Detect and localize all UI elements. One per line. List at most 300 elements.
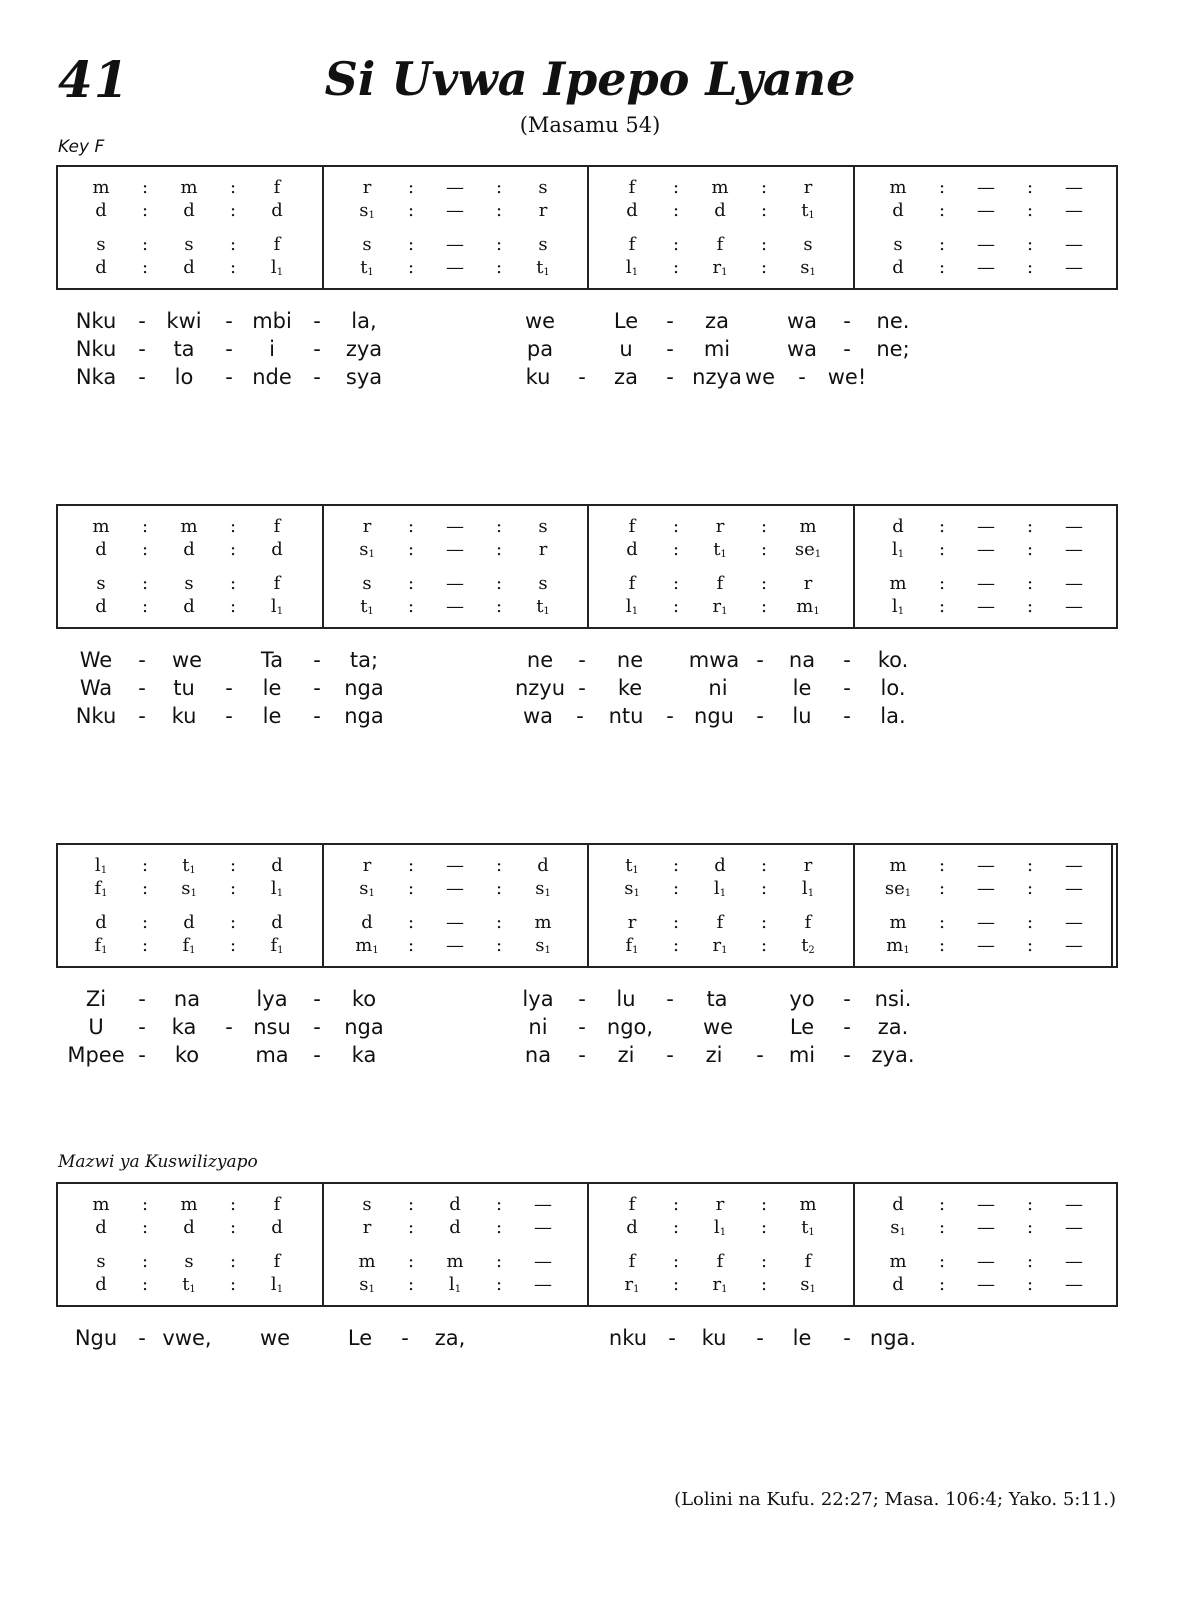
lyric-syllable: ne; xyxy=(876,337,910,361)
notation-system-3 xyxy=(56,843,1118,968)
hold-dash: — xyxy=(977,234,995,255)
beat-separator: : xyxy=(407,516,415,537)
beat-separator: : xyxy=(672,878,680,899)
beat-separator: : xyxy=(938,935,946,956)
note: d xyxy=(271,200,283,221)
beat-separator: : xyxy=(495,516,503,537)
lyric-syllable: ne xyxy=(526,648,554,672)
note: $l_1$ xyxy=(713,878,727,899)
note: r xyxy=(803,177,813,198)
voice-row-4 xyxy=(58,257,1116,279)
lyric-syllable: ko. xyxy=(877,648,909,672)
note: $t_1$ xyxy=(536,257,550,278)
note: d xyxy=(271,539,283,560)
beat-separator: : xyxy=(495,855,503,876)
beat-separator: : xyxy=(938,177,946,198)
note: d xyxy=(271,855,283,876)
note: m xyxy=(889,177,907,198)
note: d xyxy=(361,912,373,933)
lyric-syllable: lya xyxy=(256,987,288,1011)
lyric-syllable: za xyxy=(614,365,638,389)
lyric-syllable: we xyxy=(702,1015,734,1039)
note: $t_1$ xyxy=(536,596,550,617)
beat-separator: : xyxy=(938,596,946,617)
note: m xyxy=(711,177,729,198)
beat-separator: : xyxy=(672,596,680,617)
note: d xyxy=(626,539,638,560)
beat-separator: : xyxy=(407,596,415,617)
beat-separator: : xyxy=(760,1274,768,1295)
lyric-syllable: mi xyxy=(703,337,731,361)
lyric-syllable: lo xyxy=(174,365,194,389)
note: d xyxy=(714,200,726,221)
lyric-syllable: Wa xyxy=(79,676,113,700)
beat-separator: : xyxy=(1026,1274,1034,1295)
syllable-hyphen: - xyxy=(225,1015,233,1039)
hold-dash: — xyxy=(1065,855,1083,876)
hold-dash: — xyxy=(1065,516,1083,537)
lyric-syllable: We xyxy=(79,648,113,672)
beat-separator: : xyxy=(1026,200,1034,221)
syllable-hyphen: - xyxy=(843,309,851,333)
syllable-hyphen: - xyxy=(666,365,674,389)
voice-row-2 xyxy=(58,878,1116,900)
lyric-syllable: tu xyxy=(173,676,195,700)
beat-separator: : xyxy=(407,200,415,221)
notation-system-2 xyxy=(56,504,1118,629)
lyric-syllable: ku xyxy=(525,365,551,389)
beat-separator: : xyxy=(141,573,149,594)
beat-separator: : xyxy=(760,234,768,255)
beat-separator: : xyxy=(229,1251,237,1272)
beat-separator: : xyxy=(672,1194,680,1215)
note: f xyxy=(273,516,281,537)
note: $l_1$ xyxy=(625,257,639,278)
note: f xyxy=(716,573,724,594)
lyric-syllable: we xyxy=(524,309,556,333)
hold-dash: — xyxy=(534,1194,552,1215)
hold-dash: — xyxy=(977,257,995,278)
beat-separator: : xyxy=(672,234,680,255)
note: $se_1$ xyxy=(794,539,822,560)
note: s xyxy=(362,234,372,255)
note: d xyxy=(183,912,195,933)
hold-dash: — xyxy=(977,1217,995,1238)
note: m xyxy=(92,516,110,537)
beat-separator: : xyxy=(407,1274,415,1295)
lyric-syllable: ko xyxy=(174,1043,200,1067)
hold-dash: — xyxy=(446,596,464,617)
note: $s_1$ xyxy=(359,200,375,221)
hold-dash: — xyxy=(1065,935,1083,956)
beat-separator: : xyxy=(229,855,237,876)
beat-separator: : xyxy=(407,257,415,278)
note: $t_1$ xyxy=(801,1217,815,1238)
lyric-syllable: Le xyxy=(613,309,639,333)
hold-dash: — xyxy=(1065,1194,1083,1215)
note: f xyxy=(273,234,281,255)
syllable-hyphen: - xyxy=(138,337,146,361)
syllable-hyphen: - xyxy=(313,676,321,700)
note: $s_1$ xyxy=(624,878,640,899)
beat-separator: : xyxy=(495,257,503,278)
note: s xyxy=(538,573,548,594)
lyric-syllable: nga. xyxy=(869,1326,917,1350)
beat-separator: : xyxy=(141,855,149,876)
lyric-syllable: Zi xyxy=(85,987,107,1011)
hold-dash: — xyxy=(1065,257,1083,278)
note: f xyxy=(804,1251,812,1272)
syllable-hyphen: - xyxy=(313,1043,321,1067)
syllable-hyphen: - xyxy=(313,365,321,389)
voice-row-1 xyxy=(58,177,1116,199)
beat-separator: : xyxy=(1026,855,1034,876)
note: d xyxy=(626,1217,638,1238)
lyric-syllable: la. xyxy=(880,704,906,728)
note: $s_1$ xyxy=(800,1274,816,1295)
beat-separator: : xyxy=(229,878,237,899)
lyric-syllable: Ngu xyxy=(74,1326,118,1350)
note: m xyxy=(889,573,907,594)
beat-separator: : xyxy=(760,573,768,594)
voice-row-3 xyxy=(58,912,1116,934)
lyric-syllable: ke xyxy=(617,676,643,700)
lyric-syllable: we xyxy=(744,365,776,389)
note: r xyxy=(362,855,372,876)
beat-separator: : xyxy=(495,935,503,956)
lyric-syllable: nga xyxy=(344,704,384,728)
lyric-syllable: we xyxy=(259,1326,291,1350)
note: d xyxy=(626,200,638,221)
note: s xyxy=(538,177,548,198)
hold-dash: — xyxy=(446,200,464,221)
note: $s_1$ xyxy=(800,257,816,278)
scripture-references: (Lolini na Kufu. 22:27; Masa. 106:4; Yako. 5:11.) xyxy=(674,1489,1116,1510)
beat-separator: : xyxy=(229,573,237,594)
note: $t_1$ xyxy=(360,257,374,278)
syllable-hyphen: - xyxy=(756,648,764,672)
beat-separator: : xyxy=(407,1194,415,1215)
syllable-hyphen: - xyxy=(138,648,146,672)
syllable-hyphen: - xyxy=(843,648,851,672)
hold-dash: — xyxy=(446,912,464,933)
note: r xyxy=(715,1194,725,1215)
beat-separator: : xyxy=(1026,257,1034,278)
hold-dash: — xyxy=(977,200,995,221)
syllable-hyphen: - xyxy=(578,648,586,672)
beat-separator: : xyxy=(407,234,415,255)
note: m xyxy=(446,1251,464,1272)
syllable-hyphen: - xyxy=(756,704,764,728)
beat-separator: : xyxy=(229,1217,237,1238)
note: $m_1$ xyxy=(796,596,820,617)
lyric-syllable: Nku xyxy=(75,704,117,728)
syllable-hyphen: - xyxy=(138,1043,146,1067)
beat-separator: : xyxy=(760,1251,768,1272)
voice-row-1 xyxy=(58,516,1116,538)
lyric-syllable: yo xyxy=(789,987,815,1011)
beat-separator: : xyxy=(141,596,149,617)
beat-separator: : xyxy=(938,1251,946,1272)
syllable-hyphen: - xyxy=(843,1043,851,1067)
note: s xyxy=(893,234,903,255)
note: d xyxy=(95,257,107,278)
beat-separator: : xyxy=(495,234,503,255)
lyric-syllable: ne xyxy=(616,648,644,672)
syllable-hyphen: - xyxy=(843,676,851,700)
syllable-hyphen: - xyxy=(756,1326,764,1350)
syllable-hyphen: - xyxy=(668,1326,676,1350)
beat-separator: : xyxy=(495,878,503,899)
hold-dash: — xyxy=(977,912,995,933)
lyric-syllable: i xyxy=(269,337,275,361)
voice-row-1 xyxy=(58,855,1116,877)
note: f xyxy=(628,1194,636,1215)
note: d xyxy=(183,539,195,560)
note: $se_1$ xyxy=(884,878,912,899)
beat-separator: : xyxy=(407,1251,415,1272)
beat-separator: : xyxy=(760,912,768,933)
hold-dash: — xyxy=(977,516,995,537)
syllable-hyphen: - xyxy=(578,987,586,1011)
lyric-syllable: pa xyxy=(526,337,554,361)
hold-dash: — xyxy=(977,935,995,956)
note: $f_1$ xyxy=(625,935,639,956)
lyric-syllable: le xyxy=(262,704,282,728)
beat-separator: : xyxy=(672,1251,680,1272)
beat-separator: : xyxy=(141,1194,149,1215)
beat-separator: : xyxy=(229,935,237,956)
note: $r_1$ xyxy=(624,1274,640,1295)
lyric-syllable: za. xyxy=(877,1015,909,1039)
lyric-syllable: lu xyxy=(792,704,812,728)
lyric-line-2-1 xyxy=(0,646,1200,674)
hold-dash: — xyxy=(977,596,995,617)
note: m xyxy=(358,1251,376,1272)
beat-separator: : xyxy=(760,200,768,221)
syllable-hyphen: - xyxy=(138,1015,146,1039)
note: m xyxy=(92,1194,110,1215)
beat-separator: : xyxy=(141,177,149,198)
note: f xyxy=(628,234,636,255)
note: $l_1$ xyxy=(891,596,905,617)
hold-dash: — xyxy=(1065,1274,1083,1295)
note: $s_1$ xyxy=(890,1217,906,1238)
syllable-hyphen: - xyxy=(666,337,674,361)
hold-dash: — xyxy=(977,539,995,560)
beat-separator: : xyxy=(938,1274,946,1295)
beat-separator: : xyxy=(495,596,503,617)
beat-separator: : xyxy=(760,177,768,198)
beat-separator: : xyxy=(229,516,237,537)
lyric-syllable: mwa xyxy=(688,648,740,672)
note: f xyxy=(273,573,281,594)
syllable-hyphen: - xyxy=(313,1015,321,1039)
note: $l_1$ xyxy=(270,878,284,899)
note: f xyxy=(273,1194,281,1215)
note: $l_1$ xyxy=(448,1274,462,1295)
note: $l_1$ xyxy=(625,596,639,617)
note: f xyxy=(716,234,724,255)
beat-separator: : xyxy=(760,596,768,617)
syllable-hyphen: - xyxy=(798,365,806,389)
beat-separator: : xyxy=(407,912,415,933)
lyric-syllable: wa xyxy=(786,309,818,333)
lyric-syllable: ka xyxy=(351,1043,377,1067)
lyric-syllable: Nku xyxy=(75,337,117,361)
note: s xyxy=(96,573,106,594)
beat-separator: : xyxy=(141,878,149,899)
note: $s_1$ xyxy=(535,935,551,956)
hold-dash: — xyxy=(1065,1251,1083,1272)
syllable-hyphen: - xyxy=(225,365,233,389)
syllable-hyphen: - xyxy=(578,676,586,700)
beat-separator: : xyxy=(672,935,680,956)
syllable-hyphen: - xyxy=(578,365,586,389)
lyric-syllable: u xyxy=(619,337,633,361)
lyric-syllable: nku xyxy=(608,1326,648,1350)
note: r xyxy=(538,200,548,221)
voice-row-2 xyxy=(58,200,1116,222)
lyric-line-3-2 xyxy=(0,1013,1200,1041)
beat-separator: : xyxy=(760,516,768,537)
note: $s_1$ xyxy=(359,878,375,899)
lyric-syllable: vwe, xyxy=(162,1326,212,1350)
note: d xyxy=(537,855,549,876)
lyric-line-4-1 xyxy=(0,1324,1200,1352)
note: f xyxy=(628,573,636,594)
hymn-subtitle: (Masamu 54) xyxy=(519,113,661,137)
hold-dash: — xyxy=(446,935,464,956)
beat-separator: : xyxy=(495,1274,503,1295)
lyric-syllable: na xyxy=(173,987,201,1011)
beat-separator: : xyxy=(938,1217,946,1238)
lyric-syllable: ku xyxy=(701,1326,727,1350)
syllable-hyphen: - xyxy=(756,1043,764,1067)
lyric-syllable: la, xyxy=(351,309,377,333)
lyric-syllable: na xyxy=(524,1043,552,1067)
hold-dash: — xyxy=(446,177,464,198)
note: d xyxy=(183,1217,195,1238)
syllable-hyphen: - xyxy=(313,309,321,333)
note: f xyxy=(628,177,636,198)
hold-dash: — xyxy=(1065,177,1083,198)
note: $f_1$ xyxy=(182,935,196,956)
beat-separator: : xyxy=(495,573,503,594)
beat-separator: : xyxy=(407,878,415,899)
note: m xyxy=(799,1194,817,1215)
voice-row-3 xyxy=(58,1251,1116,1273)
lyric-syllable: zi xyxy=(705,1043,723,1067)
beat-separator: : xyxy=(760,257,768,278)
beat-separator: : xyxy=(938,539,946,560)
beat-separator: : xyxy=(672,1217,680,1238)
note: $t_1$ xyxy=(182,855,196,876)
beat-separator: : xyxy=(407,539,415,560)
lyric-syllable: Le xyxy=(347,1326,373,1350)
lyric-syllable: ko xyxy=(351,987,377,1011)
beat-separator: : xyxy=(760,1217,768,1238)
beat-separator: : xyxy=(938,257,946,278)
beat-separator: : xyxy=(938,855,946,876)
syllable-hyphen: - xyxy=(313,704,321,728)
note: d xyxy=(892,1274,904,1295)
note: $s_1$ xyxy=(181,878,197,899)
hold-dash: — xyxy=(1065,539,1083,560)
beat-separator: : xyxy=(1026,1194,1034,1215)
note: $s_1$ xyxy=(359,1274,375,1295)
syllable-hyphen: - xyxy=(138,676,146,700)
note: d xyxy=(95,1217,107,1238)
note: $t_1$ xyxy=(360,596,374,617)
beat-separator: : xyxy=(938,573,946,594)
beat-separator: : xyxy=(229,1274,237,1295)
note: r xyxy=(362,177,372,198)
lyric-syllable: Nka xyxy=(75,365,117,389)
beat-separator: : xyxy=(229,257,237,278)
lyric-syllable: le xyxy=(262,676,282,700)
note: $f_1$ xyxy=(94,878,108,899)
note: s xyxy=(184,234,194,255)
note: s xyxy=(96,234,106,255)
beat-separator: : xyxy=(407,1217,415,1238)
hold-dash: — xyxy=(977,878,995,899)
note: f xyxy=(273,1251,281,1272)
beat-separator: : xyxy=(672,573,680,594)
lyric-syllable: we xyxy=(171,648,203,672)
syllable-hyphen: - xyxy=(138,309,146,333)
hold-dash: — xyxy=(977,177,995,198)
notation-system-1 xyxy=(56,165,1118,290)
syllable-hyphen: - xyxy=(578,1043,586,1067)
note: d xyxy=(714,855,726,876)
note: m xyxy=(180,1194,198,1215)
note: $t_1$ xyxy=(625,855,639,876)
note: r xyxy=(803,573,813,594)
beat-separator: : xyxy=(141,935,149,956)
hold-dash: — xyxy=(1065,1217,1083,1238)
note: d xyxy=(95,596,107,617)
lyric-syllable: lu xyxy=(616,987,636,1011)
note: d xyxy=(271,912,283,933)
note: $r_1$ xyxy=(712,1274,728,1295)
lyric-line-1-2 xyxy=(0,335,1200,363)
note: m xyxy=(889,912,907,933)
lyric-syllable: nde xyxy=(252,365,292,389)
syllable-hyphen: - xyxy=(843,1015,851,1039)
note: d xyxy=(892,257,904,278)
lyric-line-3-3 xyxy=(0,1041,1200,1069)
beat-separator: : xyxy=(938,1194,946,1215)
beat-separator: : xyxy=(141,1217,149,1238)
hold-dash: — xyxy=(534,1274,552,1295)
lyric-syllable: nga xyxy=(344,676,384,700)
beat-separator: : xyxy=(141,516,149,537)
lyric-syllable: za, xyxy=(434,1326,466,1350)
note: f xyxy=(628,516,636,537)
note: d xyxy=(183,257,195,278)
beat-separator: : xyxy=(938,234,946,255)
beat-separator: : xyxy=(141,1251,149,1272)
syllable-hyphen: - xyxy=(225,704,233,728)
note: d xyxy=(892,200,904,221)
beat-separator: : xyxy=(495,1217,503,1238)
syllable-hyphen: - xyxy=(843,987,851,1011)
syllable-hyphen: - xyxy=(138,987,146,1011)
lyric-syllable: ni xyxy=(708,676,728,700)
note: $s_1$ xyxy=(535,878,551,899)
note: r xyxy=(362,516,372,537)
